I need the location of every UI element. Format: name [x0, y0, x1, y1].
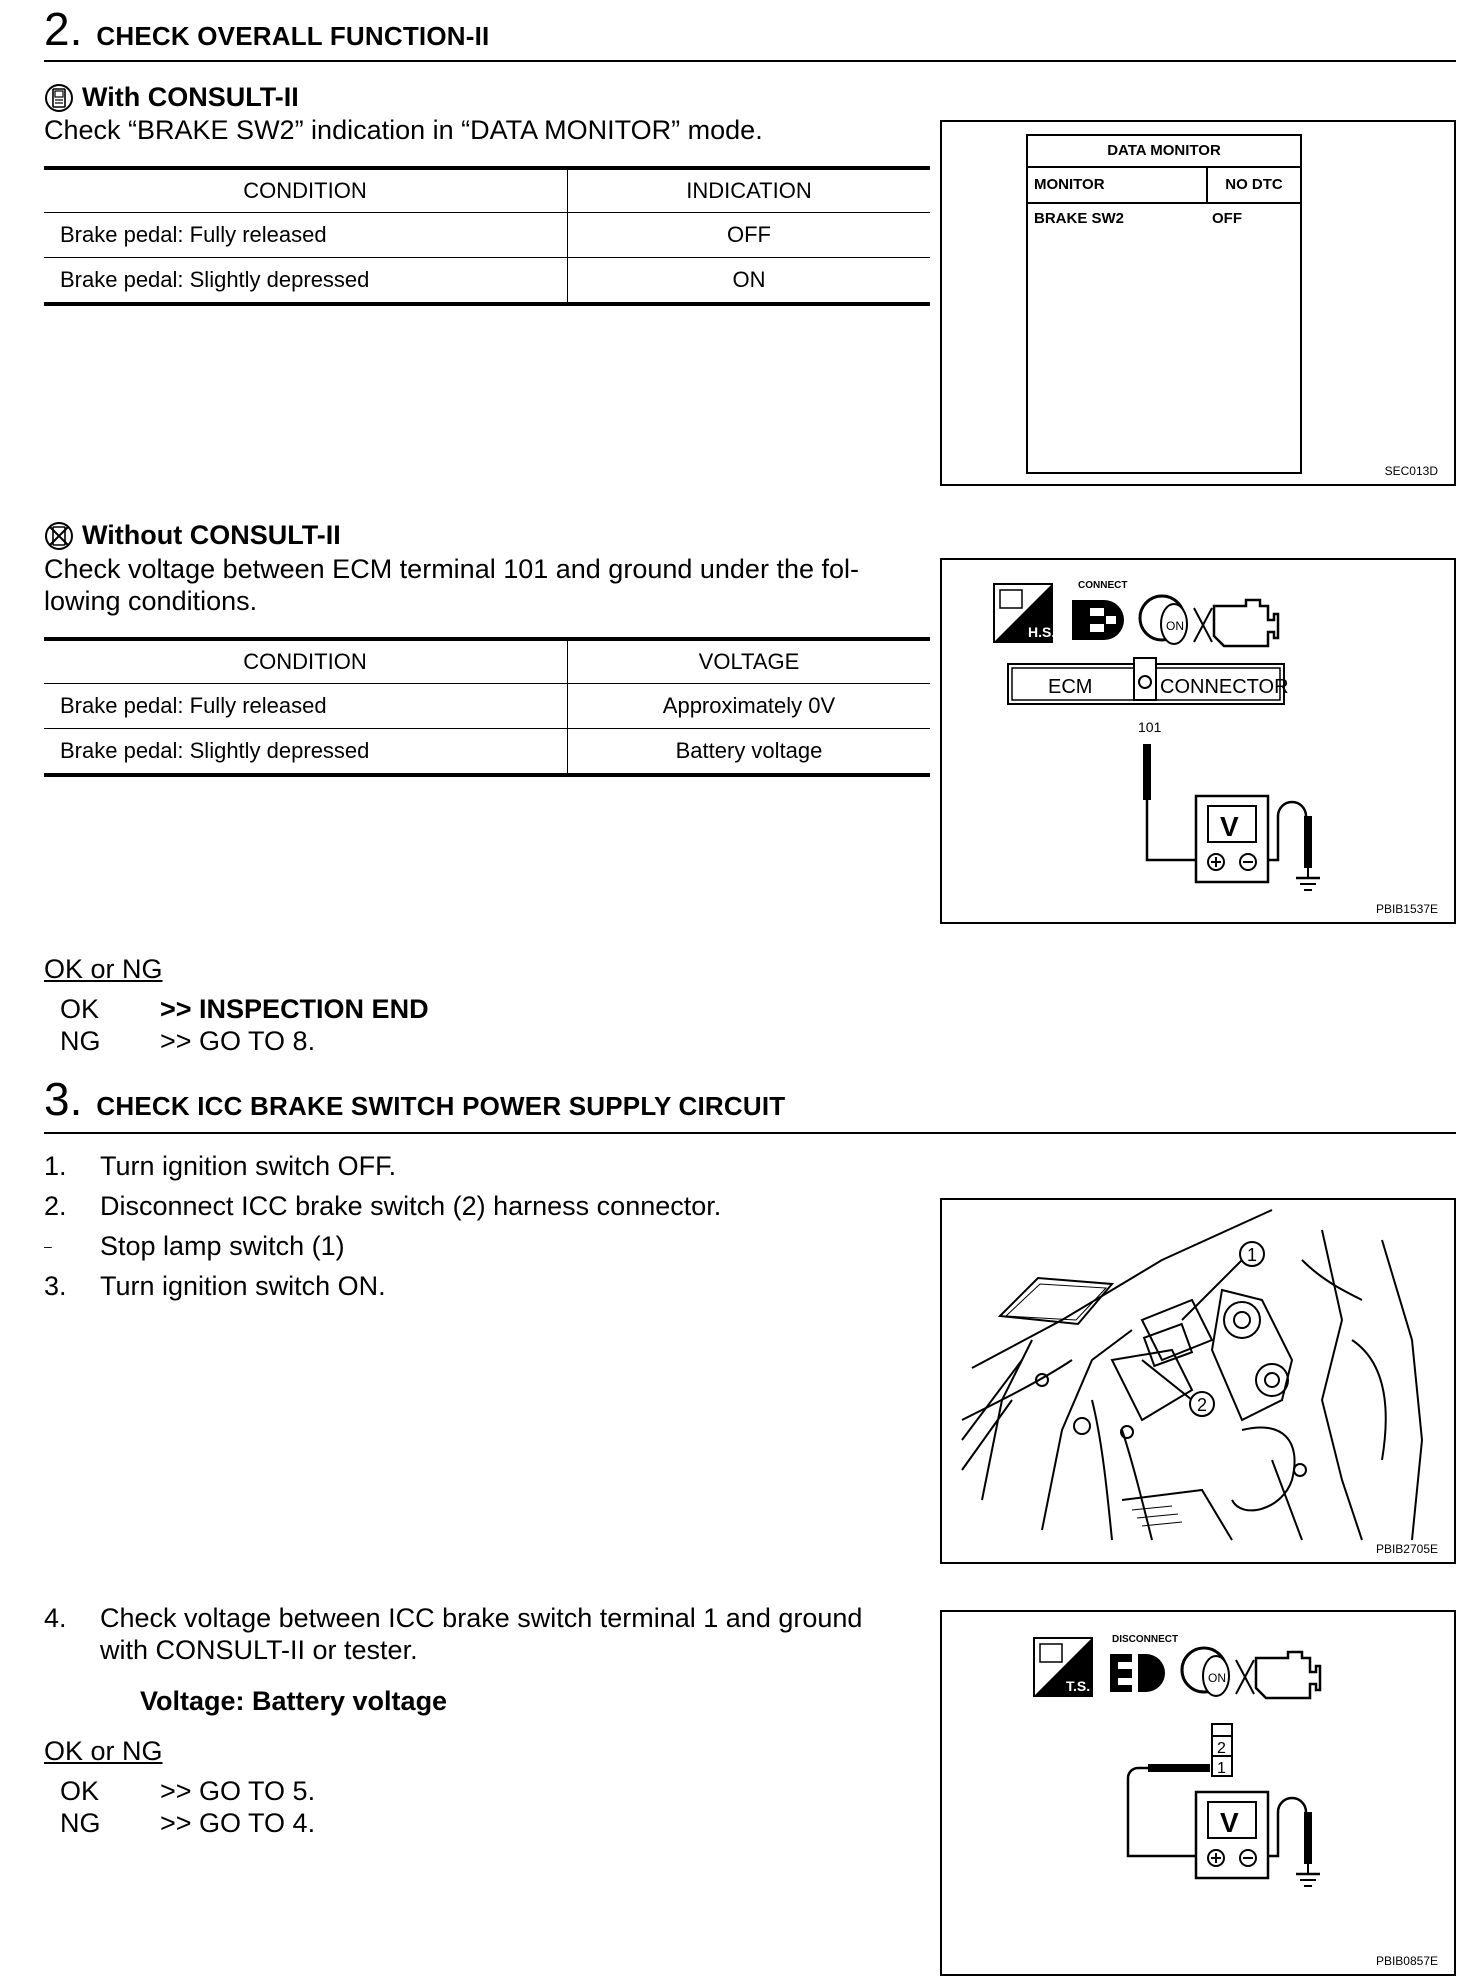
- table-row: [44, 213, 930, 258]
- list-item: [44, 1226, 721, 1266]
- list-num: 1.: [44, 1151, 67, 1181]
- ng-key: NG: [60, 1026, 101, 1056]
- step3-list: [44, 1146, 721, 1306]
- brake-switch-voltage-diagram: [942, 1612, 1454, 1974]
- list-text: Disconnect ICC brake switch (2) harness connector.: [100, 1191, 722, 1221]
- meter-v-label: V: [1220, 1807, 1239, 1838]
- table-cell: Approximately 0V: [568, 684, 931, 729]
- meter-v-label: V: [1220, 811, 1239, 842]
- ng-text: >> GO TO 4.: [160, 1808, 316, 1838]
- list-item: [44, 1186, 721, 1226]
- harness-side-icon: [994, 584, 1055, 642]
- ecm-label: ECM: [1048, 676, 1093, 698]
- step2-ng-row: [44, 1026, 315, 1057]
- pedal-area-illustration: [942, 1200, 1454, 1562]
- ng-text: >> GO TO 8.: [160, 1026, 316, 1056]
- step3-heading: [44, 1073, 786, 1125]
- ignition-key-icon: [1140, 596, 1187, 644]
- list-num: 2.: [44, 1191, 67, 1221]
- step3-ok-row: [44, 1776, 315, 1807]
- step3-title: CHECK ICC BRAKE SWITCH POWER SUPPLY CIRCUIT: [96, 1091, 786, 1121]
- ok-text: >> INSPECTION END: [160, 994, 429, 1024]
- with-consult-label: With CONSULT-II: [82, 82, 299, 112]
- table-cell: Brake pedal: Fully released: [44, 684, 568, 729]
- voltage-table: [44, 637, 930, 777]
- without-consult-instruction-2: lowing conditions.: [44, 586, 258, 616]
- step2-result-label: OK or NG: [44, 954, 163, 984]
- step3-rule: [44, 1132, 1456, 1134]
- col-indication: INDICATION: [568, 170, 931, 213]
- screen-item-value: OFF: [1212, 210, 1242, 227]
- with-consult-instruction: Check “BRAKE SW2” indication in “DATA MONITOR” mode.: [44, 115, 763, 145]
- without-consult-heading: [44, 520, 341, 551]
- terminal-label: 101: [1138, 719, 1162, 735]
- screen-item-name: BRAKE SW2: [1034, 210, 1125, 227]
- col-condition: CONDITION: [44, 641, 568, 684]
- step3-ng-row: [44, 1808, 315, 1839]
- ng-key: NG: [60, 1808, 101, 1838]
- pin-2-label: 2: [1217, 1740, 1226, 1757]
- brake-switch-voltage-figure: [940, 1610, 1456, 1976]
- hs-label: H.S.: [1028, 624, 1056, 640]
- list-num: 3.: [44, 1271, 67, 1301]
- pin-1-label: 1: [1217, 1760, 1226, 1777]
- screen-item-row: [1028, 204, 1300, 227]
- disconnected-connector-icon: [1110, 1654, 1165, 1692]
- with-consult-heading: [44, 82, 299, 113]
- table-row: [44, 258, 930, 303]
- connect-label: CONNECT: [1078, 580, 1128, 591]
- table-cell: Brake pedal: Slightly depressed: [44, 258, 568, 303]
- table-row: [44, 684, 930, 729]
- step2-title: CHECK OVERALL FUNCTION-II: [96, 21, 490, 51]
- callout-1: 1: [1247, 1245, 1258, 1265]
- screen-col-status: NO DTC: [1225, 176, 1283, 193]
- without-consult-instruction-1: Check voltage between ECM terminal 101 and ground under the fol-: [44, 554, 859, 584]
- table-cell: ON: [732, 267, 766, 292]
- list-num: –: [44, 1238, 52, 1254]
- no-consult-icon: [44, 521, 74, 551]
- table-cell: Brake pedal: Fully released: [44, 213, 568, 258]
- list-text: Turn ignition switch ON.: [100, 1271, 386, 1301]
- consult-screen: [1026, 134, 1302, 474]
- connector-label: CONNECTOR: [1160, 676, 1289, 698]
- connector-icon: [1072, 600, 1124, 640]
- disconnect-label: DISCONNECT: [1112, 1634, 1179, 1645]
- table-cell: Brake pedal: Slightly depressed: [44, 729, 568, 774]
- list-num: 4.: [44, 1603, 67, 1633]
- data-monitor-figure: [940, 120, 1456, 486]
- ecm-voltage-figure: [940, 558, 1456, 924]
- callout-2: 2: [1197, 1395, 1208, 1415]
- col-voltage: VOLTAGE: [568, 641, 931, 684]
- ok-text: >> GO TO 5.: [160, 1776, 316, 1806]
- ok-key: OK: [60, 994, 100, 1024]
- engine-icon: [1194, 600, 1278, 646]
- engine-icon: [1236, 1652, 1320, 1698]
- table-header-row: [44, 641, 930, 684]
- item4-line1: Check voltage between ICC brake switch terminal 1 and ground: [100, 1603, 863, 1633]
- step2-rule: [44, 60, 1456, 62]
- ecm-voltage-diagram: [942, 560, 1454, 922]
- brake-switch-location-figure: [940, 1198, 1456, 1564]
- list-item: [44, 1146, 721, 1186]
- screen-col-monitor: MONITOR: [1028, 168, 1208, 202]
- terminal-side-icon: [1034, 1638, 1092, 1696]
- on-label: ON: [1166, 619, 1184, 633]
- on-label: ON: [1208, 1671, 1226, 1685]
- ignition-key-icon: [1182, 1648, 1229, 1696]
- step2-ok-row: [44, 994, 429, 1025]
- table-cell: OFF: [568, 213, 931, 258]
- table-header-row: [44, 170, 930, 213]
- screen-title: DATA MONITOR: [1028, 136, 1300, 168]
- table-cell: Battery voltage: [675, 738, 823, 763]
- without-consult-label: Without CONSULT-II: [82, 520, 341, 550]
- list-item: [44, 1266, 721, 1306]
- step2-heading: [44, 3, 490, 55]
- consult-icon: [44, 83, 74, 113]
- table-row: [44, 729, 930, 774]
- figure-code: PBIB0857E: [1375, 1954, 1438, 1968]
- ok-key: OK: [60, 1776, 100, 1806]
- step2-number: 2.: [44, 3, 83, 55]
- item4-line2: with CONSULT-II or tester.: [100, 1635, 418, 1665]
- step3-number: 3.: [44, 1073, 83, 1125]
- ts-label: T.S.: [1066, 1678, 1091, 1694]
- indication-table: [44, 166, 930, 306]
- list-text: Stop lamp switch (1): [100, 1231, 345, 1261]
- figure-code: PBIB1537E: [1375, 902, 1438, 916]
- col-condition: CONDITION: [44, 170, 568, 213]
- screen-header: [1028, 168, 1300, 204]
- voltage-spec: Voltage: Battery voltage: [140, 1686, 448, 1716]
- figure-code: SEC013D: [1384, 464, 1438, 478]
- figure-code: PBIB2705E: [1375, 1542, 1438, 1556]
- list-text: Turn ignition switch OFF.: [100, 1151, 397, 1181]
- step3-result-label: OK or NG: [44, 1736, 163, 1766]
- step3-item4: [44, 1602, 862, 1666]
